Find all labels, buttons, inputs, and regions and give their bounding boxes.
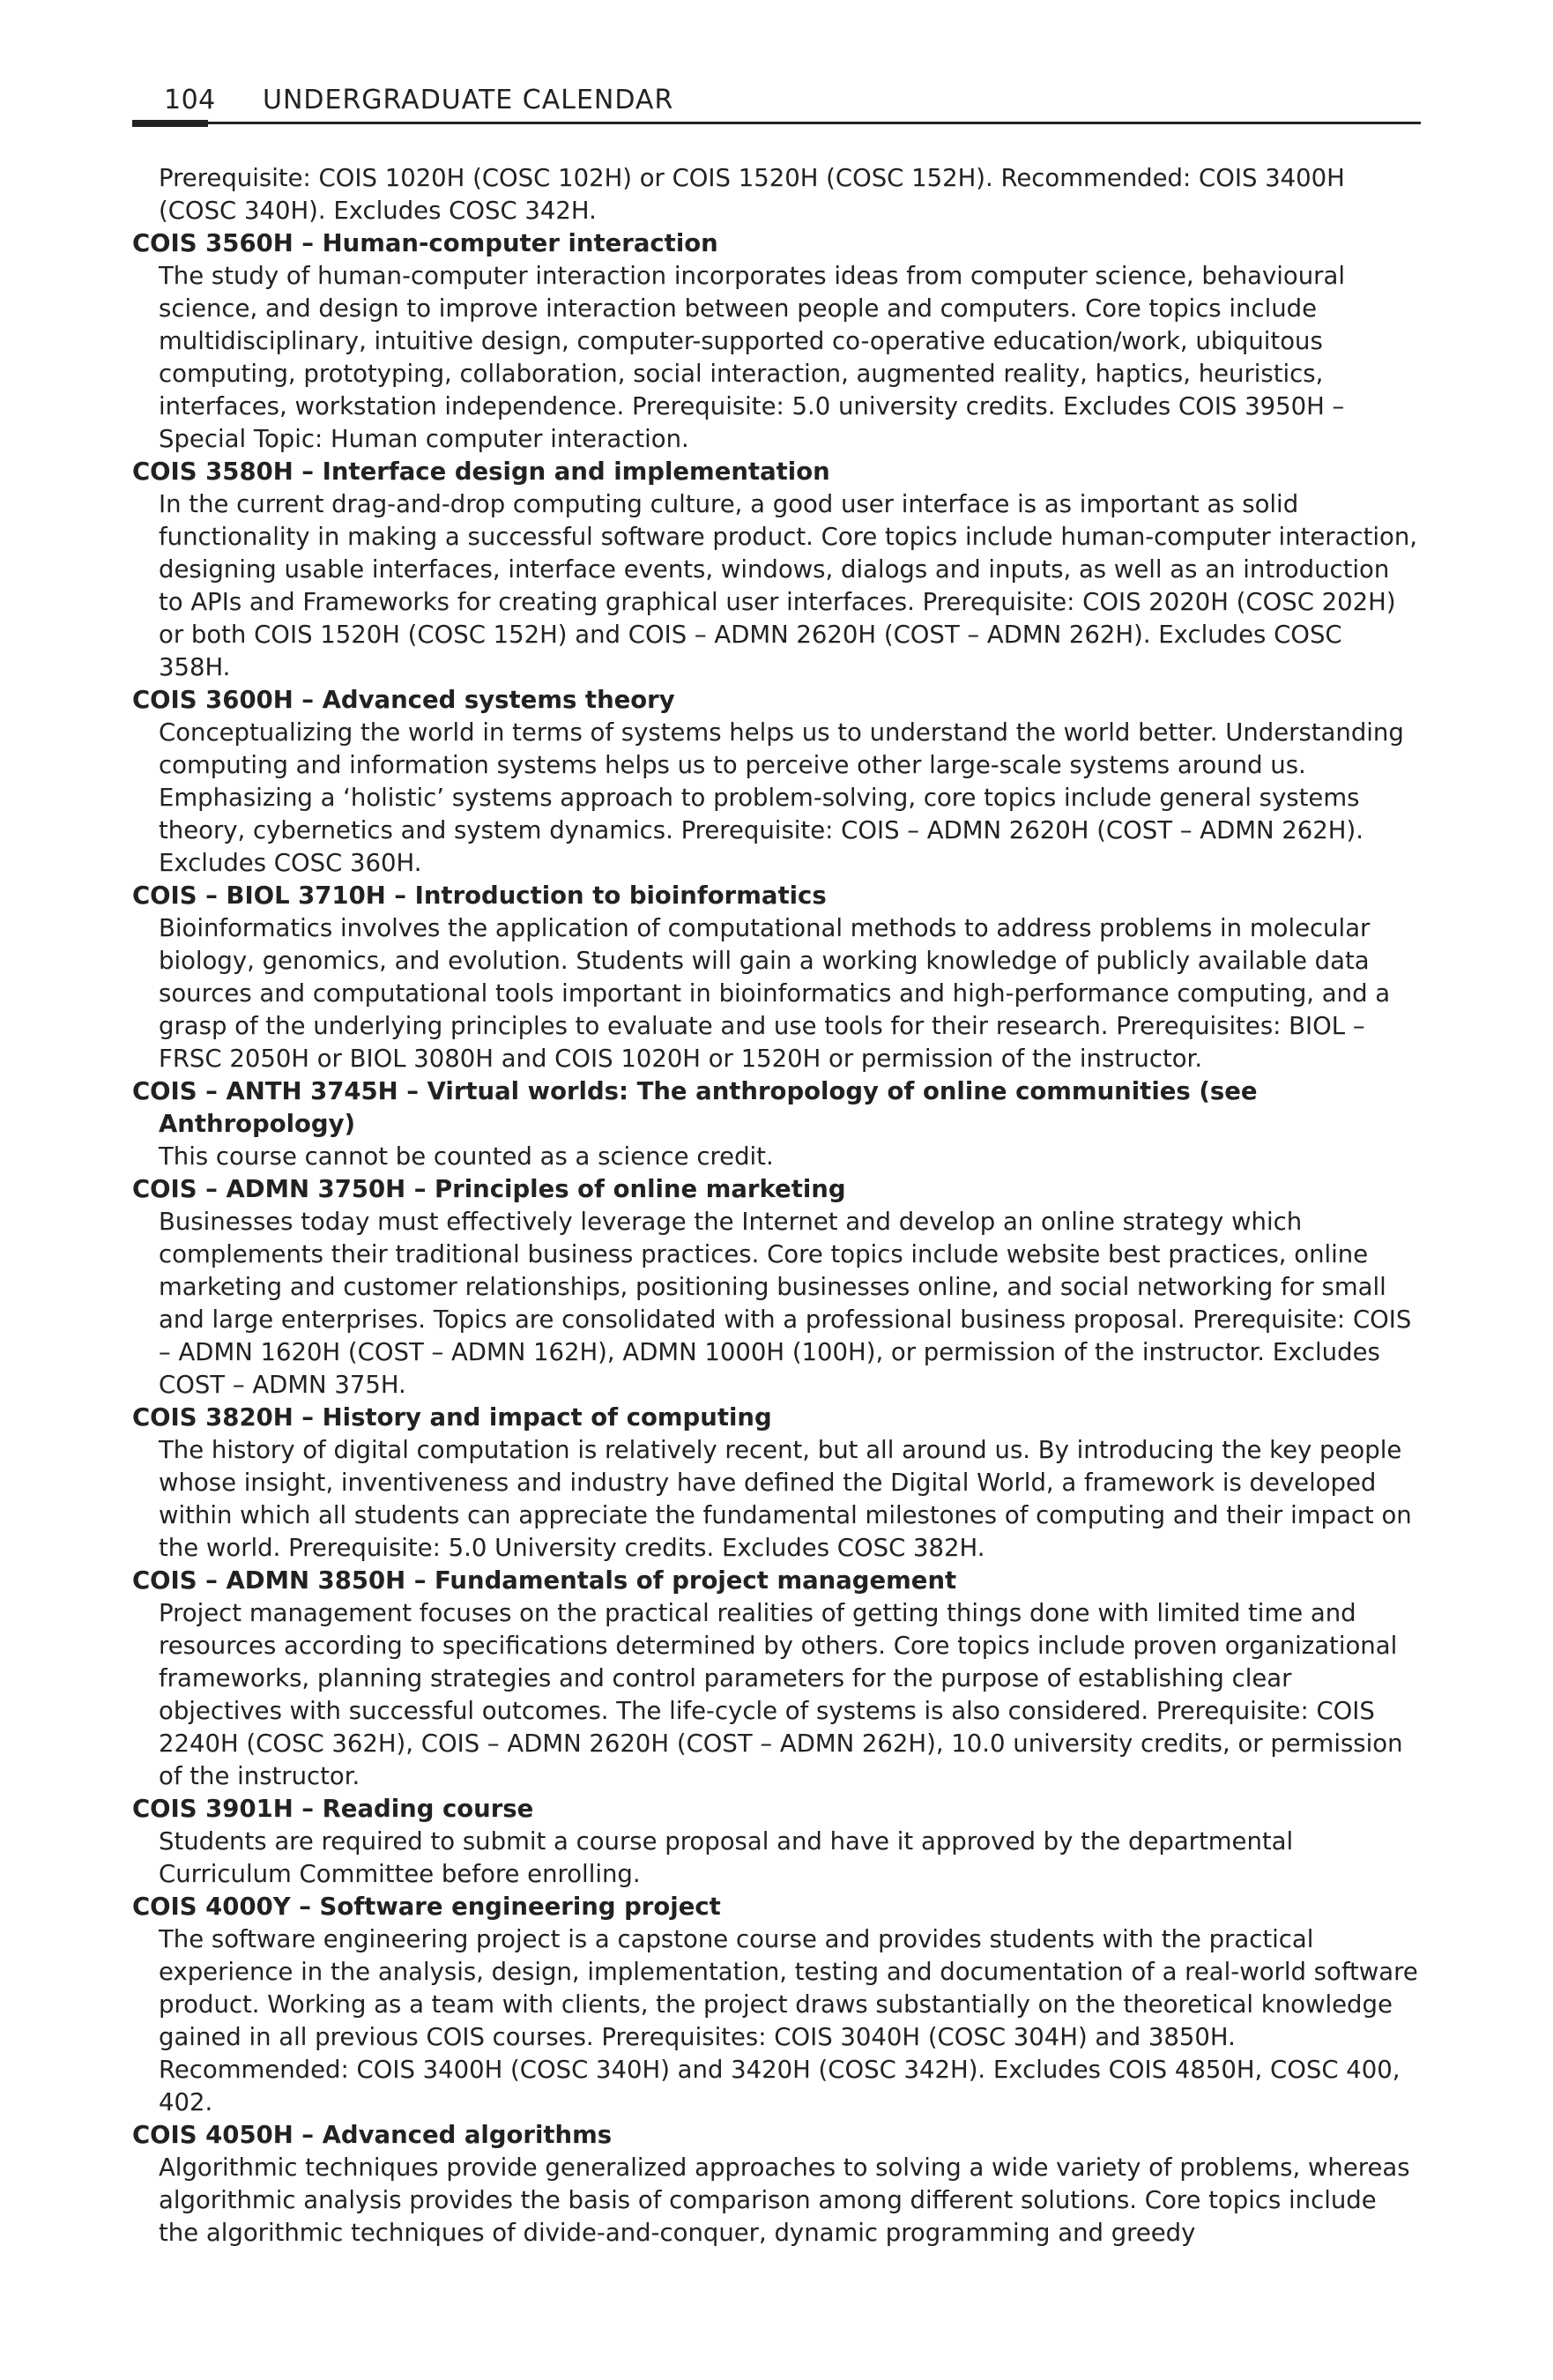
course-description: Students are required to submit a course proposal and have it approved by the departmental Curriculum Committee before enrolling. xyxy=(159,1827,1294,1888)
course-title: COIS 4050H – Advanced algorithms xyxy=(132,2121,613,2149)
course-entry xyxy=(132,2119,1421,2250)
running-title: UNDERGRADUATE CALENDAR xyxy=(263,85,674,115)
continued-paragraph: Prerequisite: COIS 1020H (COSC 102H) or COIS 1520H (COSC 152H). Recommended: COIS 3400H (COSC 340H). Excludes COSC 342H. xyxy=(159,164,1345,225)
course-entry xyxy=(132,880,1421,1075)
course-entry xyxy=(132,1075,1421,1173)
course-entry xyxy=(132,1891,1421,2119)
course-entry xyxy=(132,1565,1421,1793)
course-description: The history of digital computation is relatively recent, but all around us. By introducing the key people whose insight, inventiveness and industry have defined the Digital World, a framework is developed within which all students can appreciate the fundamental milestones of computing and their impact on the world. Prerequisite: 5.0 University credits. Excludes COSC 382H. xyxy=(159,1436,1412,1562)
course-description: Project management focuses on the practical realities of getting things done with limited time and resources according to specifications determined by others. Core topics include proven organizational frameworks, planning strategies and control parameters for the purpose of establishing clear objectives with successful outcomes. The life-cycle of systems is also considered. Prerequisite: COIS 2240H (COSC 362H), COIS – ADMN 2620H (COST – ADMN 262H), 10.0 university credits, or permission of the instructor. xyxy=(159,1599,1403,1790)
course-title: COIS 4000Y – Software engineering project xyxy=(132,1893,721,1921)
course-title: COIS 3560H – Human-computer interaction xyxy=(132,229,718,257)
page-header xyxy=(132,81,1421,127)
course-title: COIS 3580H – Interface design and implementation xyxy=(132,457,830,486)
course-entry xyxy=(132,1793,1421,1891)
course-description: In the current drag-and-drop computing culture, a good user interface is as important as solid functionality in making a successful software product. Core topics include human-computer interaction, designing usable interfaces, interface events, windows, dialogs and inputs, as well as an introduction to APIs and Frameworks for creating graphical user interfaces. Prerequisite: COIS 2020H (COSC 202H) or both COIS 1520H (COSC 152H) and COIS – ADMN 2620H (COST – ADMN 262H). Excludes COSC 358H. xyxy=(159,490,1417,681)
course-description: Algorithmic techniques provide generalized approaches to solving a wide variety of problems, whereas algorithmic analysis provides the basis of comparison among different solutions. Core topics include the algorithmic techniques of divide-and-conquer, dynamic programming and greedy xyxy=(159,2153,1410,2247)
course-entry xyxy=(132,1402,1421,1565)
course-title: COIS 3820H – History and impact of computing xyxy=(132,1403,772,1432)
course-title: COIS – ADMN 3850H – Fundamentals of project management xyxy=(132,1566,957,1595)
course-title: COIS 3901H – Reading course xyxy=(132,1795,534,1823)
course-entry xyxy=(132,227,1421,456)
course-description: Businesses today must effectively leverage the Internet and develop an online strategy which complements their traditional business practices. Core topics include website best practices, online marketing and customer relationships, positioning businesses online, and social networking for small and large enterprises. Topics are consolidated with a professional business proposal. Prerequisite: COIS – ADMN 1620H (COST – ADMN 162H), ADMN 1000H (100H), or permission of the instructor. Excludes COST – ADMN 375H. xyxy=(159,1208,1412,1399)
course-description: Conceptualizing the world in terms of systems helps us to understand the world better. Understanding computing and information systems helps us to perceive other large-scale systems around us. Emphasizing a ‘holistic’ systems approach to problem-solving, core topics include general systems theory, cybernetics and system dynamics. Prerequisite: COIS – ADMN 2620H (COST – ADMN 262H). Excludes COSC 360H. xyxy=(159,718,1404,877)
course-description: This course cannot be counted as a science credit. xyxy=(159,1142,774,1171)
page-number: 104 xyxy=(164,85,216,115)
course-description: The software engineering project is a capstone course and provides students with the practical experience in the analysis, design, implementation, testing and documentation of a real-world software product. Working as a team with clients, the project draws substantially on the theoretical knowledge gained in all previous COIS courses. Prerequisites: COIS 3040H (COSC 304H) and 3850H. Recommended: COIS 3400H (COSC 340H) and 3420H (COSC 342H). Excludes COIS 4850H, COSC 400, 402. xyxy=(159,1925,1418,2116)
course-title: COIS 3600H – Advanced systems theory xyxy=(132,686,675,714)
header-rule xyxy=(132,122,1421,124)
course-description: The study of human-computer interaction incorporates ideas from computer science, behavioural science, and design to improve interaction between people and computers. Core topics include multidisciplinary, intuitive design, computer-supported co-operative education/work, ubiquitous computing, prototyping, collaboration, social interaction, augmented reality, haptics, heuristics, interfaces, workstation independence. Prerequisite: 5.0 university credits. Excludes COIS 3950H – Special Topic: Human computer interaction. xyxy=(159,262,1345,453)
course-description: Bioinformatics involves the application of computational methods to address problems in molecular biology, genomics, and evolution. Students will gain a working knowledge of publicly available data sources and computational tools important in bioinformatics and high-performance computing, and a grasp of the underlying principles to evaluate and use tools for their research. Prerequisites: BIOL – FRSC 2050H or BIOL 3080H and COIS 1020H or 1520H or permission of the instructor. xyxy=(159,914,1391,1073)
course-entry xyxy=(132,684,1421,880)
course-listing xyxy=(132,162,1421,2250)
course-entry xyxy=(132,1173,1421,1402)
course-title: COIS – ADMN 3750H – Principles of online marketing xyxy=(132,1175,846,1203)
course-title: COIS – ANTH 3745H – Virtual worlds: The anthropology of online communities (see Anthropology) xyxy=(132,1077,1258,1138)
course-title: COIS – BIOL 3710H – Introduction to bioinformatics xyxy=(132,881,827,910)
course-entry xyxy=(132,456,1421,684)
